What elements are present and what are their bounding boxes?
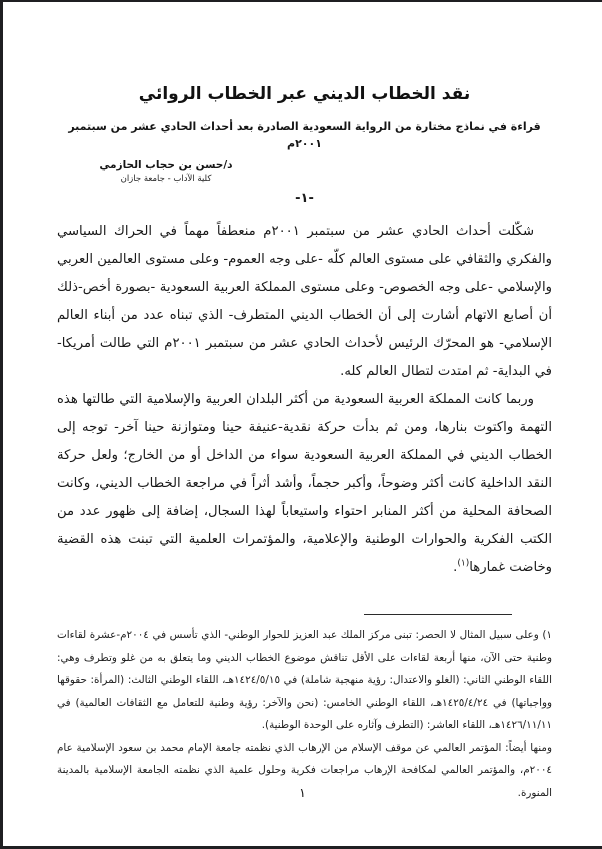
author-block [81, 159, 251, 184]
body-text [57, 218, 552, 582]
section-number-marker: -١- [295, 191, 314, 207]
page-content [3, 2, 602, 804]
paper-subtitle: قراءة في نماذج مختارة من الرواية السعودية الصادرة بعد أحداث الحادي عشر من سبتمبر ٢٠٠١م [68, 120, 541, 150]
page-title: نقد الخطاب الديني عبر الخطاب الروائي [138, 84, 471, 105]
author-name: د/حسن بن حجاب الحازمي [99, 159, 233, 172]
page-number: ١ [299, 785, 306, 800]
paragraph-2-period: . [453, 560, 458, 576]
footnote-reference-mark: (١) [457, 558, 470, 569]
paragraph-2-text: وربما كانت المملكة العربية السعودية من أكثر البلدان العربية والإسلامية التي طالتها هذه التهمة واكتوت بنارها، ومن ثم بدأت حركة نقدية-عنيفة حينا ومتوازنة حينا آخر- توجه إلى الخطاب الديني في المملكة العربية السعودية سواء من الداخل أو من الخارج؛ ولعل حركة النقد الداخلية كانت أكثر وضوحاً، وأكبر حجماً، وأشد أثراً في مراجعة الخطاب الديني، وكانت الصحافة المحلية من أكثر المنابر احتواء واستيعاباً لهذا السجال، إضافة إلى ظهور عدد من الكتب الفكرية والحوارات الوطنية والإعلامية، والمؤتمرات العلمية التي تبنت هذه القضية وخاضت غمارها [57, 392, 552, 576]
author-affiliation: كلية الآداب - جامعة جازان [120, 174, 212, 185]
paragraph-1: شكّلت أحداث الحادي عشر من سبتمبر ٢٠٠١م منعطفاً مهماً في الحراك السياسي والفكري والثقافي على مستوى العالم كلّه -على وجه العموم- وعلى مستوى العالمين العربي والإسلامي -على وجه الخصوص- وعلى مستوى المملكة العربية السعودية -بصورة أخص-ذلك أن أصابع الاتهام أشارت إلى أن الخطاب الديني المتطرف- الذي تبناه عدد من أبناء العالم الإسلامي- هو المحرّك الرئيس لأحداث الحادي عشر من سبتمبر ٢٠٠١م التي طالت أمريكا- في البداية- ثم امتدت لتطال العالم كله. [57, 224, 553, 380]
paragraph-2 [57, 386, 552, 582]
footnote-part-2: ومنها أيضاً: المؤتمر العالمي عن موقف الإسلام من الإرهاب الذي نظمته جامعة الإمام محمد بن سعود الإسلامية عام ٢٠٠٤م، والمؤتمر العالمي لمكافحة الإرهاب مراجعات فكرية وحلول علمية الذي نظمته الجامعة الإسلامية بالمدينة المنورة. [57, 741, 552, 799]
footnote-part-1: ١) وعلى سبيل المثال لا الحصر: تبنى مركز الملك عبد العزيز للحوار الوطني- الذي تأسس في ٢٠٠٤م-عشرة لقاءات وطنية حتى الآن، منها أربعة لقاءات على الأقل تناقش موضوع الخطاب الديني وما يتعلق به من غلو وتطرف وهي: اللقاء الوطني الثاني: (الغلو والاعتدال: رؤية منهجية شاملة) في ١٤٢٤/٥/١٥هـ، اللقاء الوطني الثالث: (المرأة: حقوقها وواجباتها) في ١٤٢٥/٤/٢٤هـ، اللقاء الوطني الخامس: (نحن والآخر: رؤية وطنية للتعامل مع الثقافات العالمية) في ١٤٢٦/١١/١١هـ، اللقاء العاشر: (التطرف وآثاره على الوحدة الوطنية). [57, 629, 552, 732]
footnote-block [57, 624, 552, 804]
footnote-separator-rule [364, 614, 512, 615]
